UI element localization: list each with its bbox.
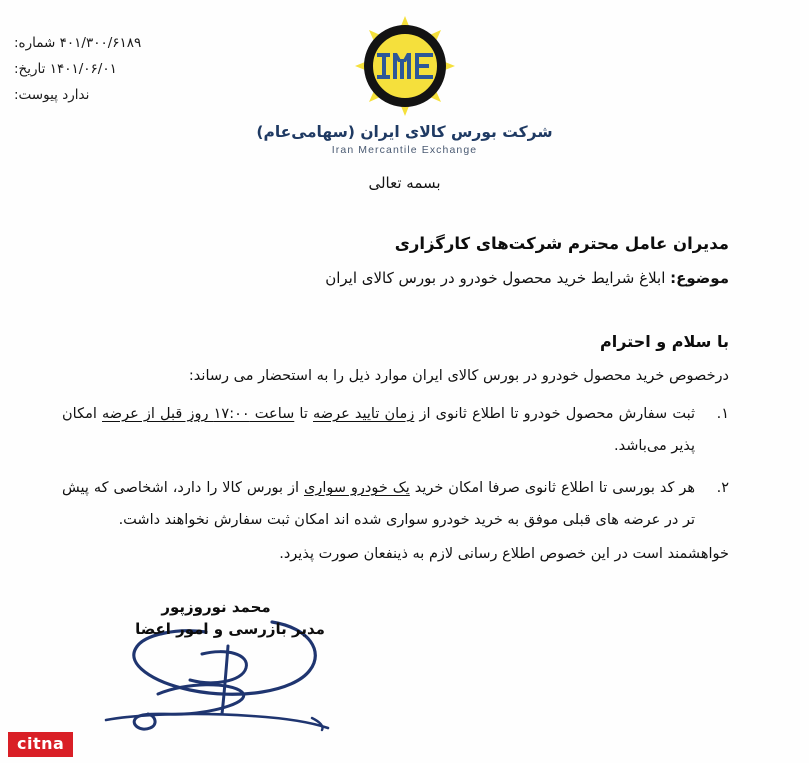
letter-date-label: تاریخ:	[14, 61, 46, 77]
clause-item	[62, 472, 729, 536]
letter-attachment-label: پیوست:	[14, 87, 58, 103]
subject-label: موضوع:	[670, 269, 729, 287]
clause-emphasis: یک خودرو سواری	[303, 480, 410, 496]
letter-metadata	[14, 30, 209, 108]
meta-row-number	[14, 30, 209, 56]
clause-number: ۲.	[716, 480, 729, 496]
clause-segment: تا	[294, 406, 313, 422]
organization-logo	[255, 14, 555, 156]
meta-row-attachment	[14, 82, 209, 108]
basmala-line: بسمه تعالی	[368, 174, 441, 192]
closing-paragraph: خواهشمند است در این خصوص اطلاع رسانی لازم به ذینفعان صورت پذیرد.	[279, 546, 729, 562]
letter-number-value: ۴۰۱/۳۰۰/۶۱۸۹	[59, 35, 142, 51]
signer-title: مدیر بازرسی و امور اعضا	[135, 620, 325, 638]
ime-letters-icon	[376, 49, 434, 83]
letter-number-label: شماره:	[14, 35, 56, 51]
signature-block	[70, 596, 390, 746]
clause-segment: امکان پذیر می‌باشد.	[62, 406, 695, 454]
clause-text	[62, 472, 695, 536]
clause-text	[62, 398, 695, 462]
clause-emphasis: زمان تایید عرضه	[313, 406, 415, 422]
company-name-en: Iran Mercantile Exchange	[331, 144, 478, 156]
clause-segment: از بورس کالا را دارد، اشخاصی که پیش تر در عرضه های قبلی موفق به خرید خودرو سواری شده اند امکان ثبت سفارش نخواهند داشت.	[62, 480, 695, 528]
salutation-line: با سلام و احترام	[600, 332, 729, 351]
subject-line	[80, 264, 729, 292]
citna-watermark: citna	[8, 732, 73, 757]
letter-date-value: ۱۴۰۱/۰۶/۰۱	[49, 61, 117, 77]
letterhead	[0, 0, 809, 170]
clause-list	[62, 398, 729, 546]
intro-paragraph: درخصوص خرید محصول خودرو در بورس کالای ایران موارد ذیل را به استحضار می رساند:	[188, 368, 729, 384]
clause-emphasis: ساعت ۱۷:۰۰ روز قبل از عرضه	[102, 406, 295, 422]
letter-attachment-value: ندارد	[62, 87, 90, 103]
clause-segment: هر کد بورسی تا اطلاع ثانوی صرفا امکان خرید	[409, 480, 695, 496]
company-name-fa: شرکت بورس کالای ایران (سهامی‌عام)	[256, 123, 553, 141]
ime-monogram	[353, 14, 457, 118]
addressee-line: مدیران عامل محترم شرکت‌های کارگزاری	[394, 234, 729, 253]
signer-name: محمد نوروزپور	[161, 598, 271, 616]
clause-number: ۱.	[716, 406, 729, 422]
clause-segment: ثبت سفارش محصول خودرو تا اطلاع ثانوی از	[414, 406, 695, 422]
clause-item	[62, 398, 729, 462]
meta-row-date	[14, 56, 209, 82]
ime-logo-mark	[353, 14, 457, 118]
subject-text: ابلاغ شرایط خرید محصول خودرو در بورس کالای ایران	[325, 269, 666, 287]
